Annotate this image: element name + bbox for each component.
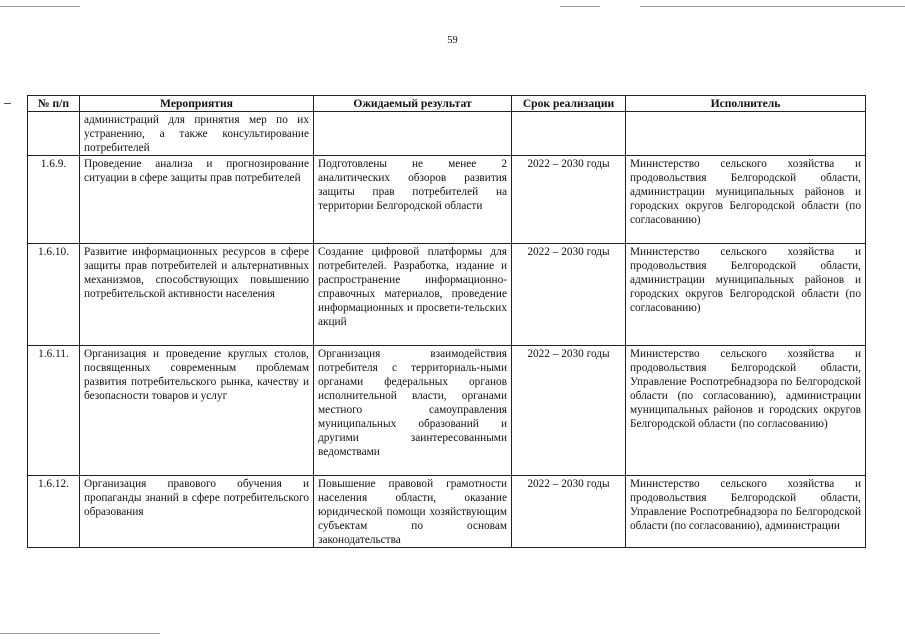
header-result: Ожидаемый результат	[314, 96, 512, 112]
cell-activity: Проведение анализа и прогнозирование ситуации в сфере защиты прав потребителей	[80, 156, 314, 244]
cell-executor	[626, 112, 866, 156]
cell-activity: администраций для принятия мер по их устранению, а также консультирование потребителей	[80, 112, 314, 156]
cell-executor: Министерство сельского хозяйства и продовольствия Белгородской области, администрации муниципальных районов и городских округов Белгородской области (по согласованию)	[626, 156, 866, 244]
cell-num: 1.6.10.	[28, 244, 80, 346]
cell-num: 1.6.9.	[28, 156, 80, 244]
header-activity: Мероприятия	[80, 96, 314, 112]
cell-executor: Министерство сельского хозяйства и продовольствия Белгородской области, Управление Роспотребнадзора по Белгородской области (по согласованию), администрации	[626, 476, 866, 548]
cell-term	[512, 112, 626, 156]
table-row	[28, 346, 866, 476]
cell-term: 2022 – 2030 годы	[512, 476, 626, 548]
cell-result	[314, 112, 512, 156]
header-row	[28, 96, 866, 112]
table-row-continuation	[28, 112, 866, 156]
cell-result: Повышение правовой грамотности населения области, оказание юридической помощи хозяйствующим субъектам по основам законодательства	[314, 476, 512, 548]
cell-executor: Министерство сельского хозяйства и продовольствия Белгородской области, администрации муниципальных районов и городских округов Белгородской области (по согласованию)	[626, 244, 866, 346]
cell-result: Создание цифровой платформы для потребителей. Разработка, издание и распространение информационно-справочных материалов, проведение информационных и просвети-тельских акций	[314, 244, 512, 346]
cell-result: Организация взаимодействия потребителя с территориаль-ными органами федеральных органов исполнительной власти, органами местного самоуправления муниципальных образований и другими заинтересованными ведомствами	[314, 346, 512, 476]
cell-activity: Развитие информационных ресурсов в сфере защиты прав потребителей и альтернативных механизмов, способствующих повышению потребительской активности населения	[80, 244, 314, 346]
cell-result: Подготовлены не менее 2 аналитических обзоров развития защиты прав потребителей на территории Белгородской области	[314, 156, 512, 244]
cell-num: 1.6.12.	[28, 476, 80, 548]
table-row	[28, 244, 866, 346]
page-number: 59	[447, 35, 458, 46]
cell-term: 2022 – 2030 годы	[512, 346, 626, 476]
cell-term: 2022 – 2030 годы	[512, 156, 626, 244]
table-row	[28, 476, 866, 548]
cell-activity: Организация и проведение круглых столов, посвященных современным проблемам развития потребительского рынка, качеству и безопасности товаров и услуг	[80, 346, 314, 476]
scan-top-line-left	[0, 6, 80, 7]
header-num: № п/п	[28, 96, 80, 112]
cell-num: 1.6.11.	[28, 346, 80, 476]
table-row	[28, 156, 866, 244]
header-term: Срок реализации	[512, 96, 626, 112]
measures-table	[27, 95, 866, 548]
scan-bottom-line	[0, 633, 160, 634]
cell-executor: Министерство сельского хозяйства и продовольствия Белгородской области, Управление Роспотребнадзора по Белгородской области (по согласованию), администрации муниципальных районов и городских округов Белгородской области (по согласованию)	[626, 346, 866, 476]
header-executor: Исполнитель	[626, 96, 866, 112]
scan-top-line-mid	[560, 6, 600, 7]
cell-num	[28, 112, 80, 156]
cell-term: 2022 – 2030 годы	[512, 244, 626, 346]
cell-activity: Организация правового обучения и пропаганды знаний в сфере потребительского образования	[80, 476, 314, 548]
scan-top-line-right	[640, 6, 905, 7]
margin-mark	[4, 103, 11, 104]
